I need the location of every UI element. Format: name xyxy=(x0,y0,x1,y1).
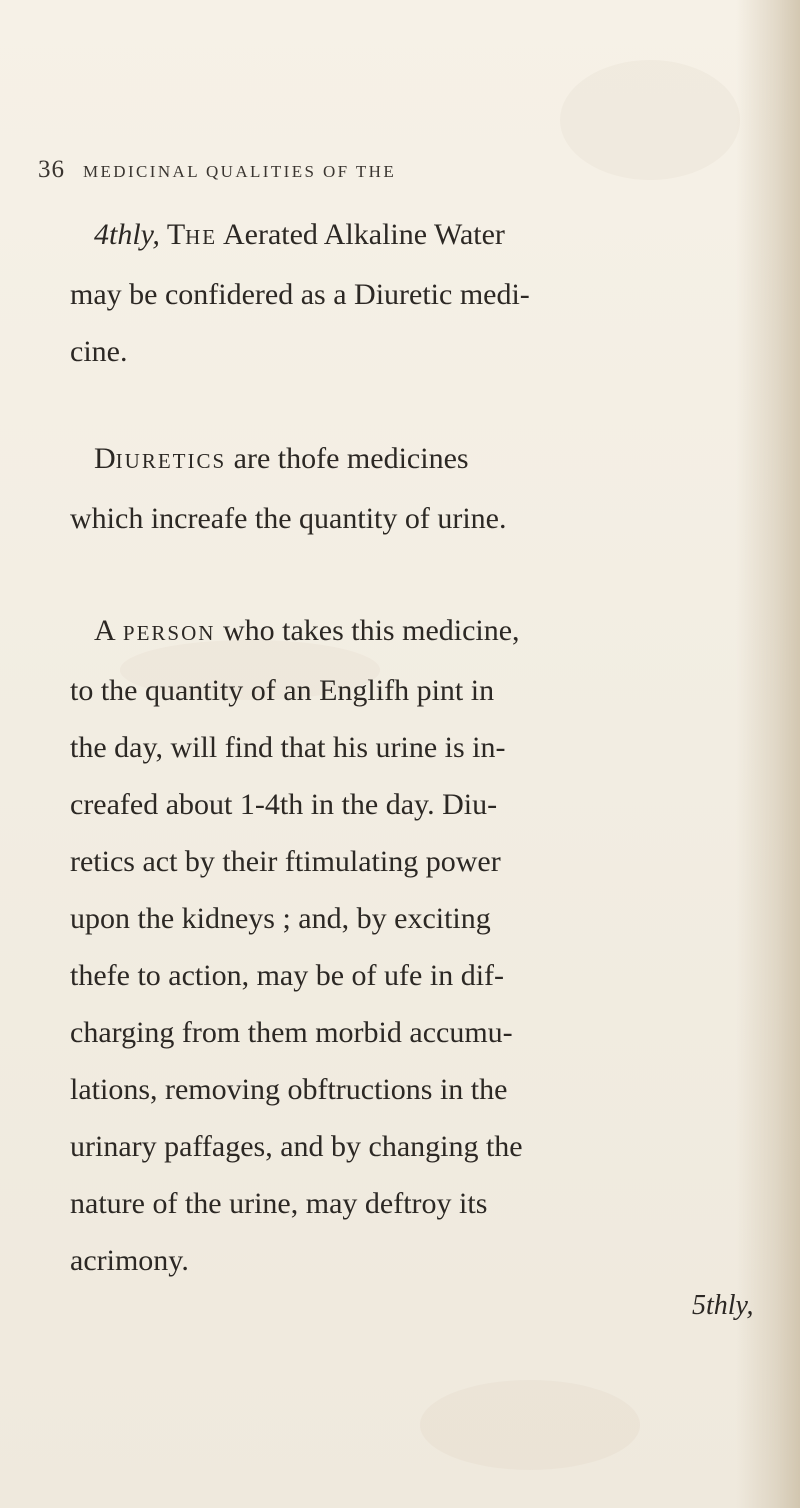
page-number: 36 xyxy=(38,156,65,183)
smallcap-word: HE xyxy=(185,225,218,249)
text-line: lations, removing obftructions in the xyxy=(70,1073,508,1106)
smallcap-initial: D xyxy=(94,442,116,475)
catchword: 5thly, xyxy=(692,1290,754,1321)
paper-stain xyxy=(420,1380,640,1470)
line-text: are thofe medicines xyxy=(226,442,469,475)
text-line: cine. xyxy=(70,335,128,368)
paragraph-fourthly xyxy=(70,206,760,380)
text-line: charging from them morbid accumu- xyxy=(70,1016,513,1049)
text-line: the day, will find that his urine is in- xyxy=(70,731,506,764)
text-line: creafed about 1-4th in the day. Diu- xyxy=(70,788,498,821)
text-line: thefe to action, may be of ufe in dif- xyxy=(70,959,505,992)
text-line: to the quantity of an Englifh pint in xyxy=(70,674,495,707)
smallcap-initial: A xyxy=(94,614,116,647)
text-line: nature of the urine, may deftroy its xyxy=(70,1187,488,1220)
text-line: acrimony. xyxy=(70,1244,189,1277)
page-header xyxy=(38,156,758,188)
line-text: Aerated Alkaline Water xyxy=(217,218,505,251)
paragraph-diuretics xyxy=(70,430,760,547)
paragraph-person xyxy=(70,602,760,1289)
text-line: upon the kidneys ; and, by exciting xyxy=(70,902,491,935)
paragraph-first-line xyxy=(70,430,760,490)
text-line: may be confidered as a Diuretic medi- xyxy=(70,278,530,311)
smallcap-word: IURETICS xyxy=(115,449,227,473)
line-text: who takes this medicine, xyxy=(215,614,520,647)
enumeration-label: 4thly, xyxy=(94,218,160,251)
running-head: MEDICINAL QUALITIES OF THE xyxy=(83,162,397,181)
paragraph-first-line xyxy=(70,206,760,266)
smallcap-initial: T xyxy=(166,218,186,251)
text-line: urinary paffages, and by changing the xyxy=(70,1130,523,1163)
paragraph-first-line xyxy=(70,602,760,662)
smallcap-word: PERSON xyxy=(115,621,216,645)
text-line: which increafe the quantity of urine. xyxy=(70,502,507,535)
text-line: retics act by their ftimulating power xyxy=(70,845,501,878)
